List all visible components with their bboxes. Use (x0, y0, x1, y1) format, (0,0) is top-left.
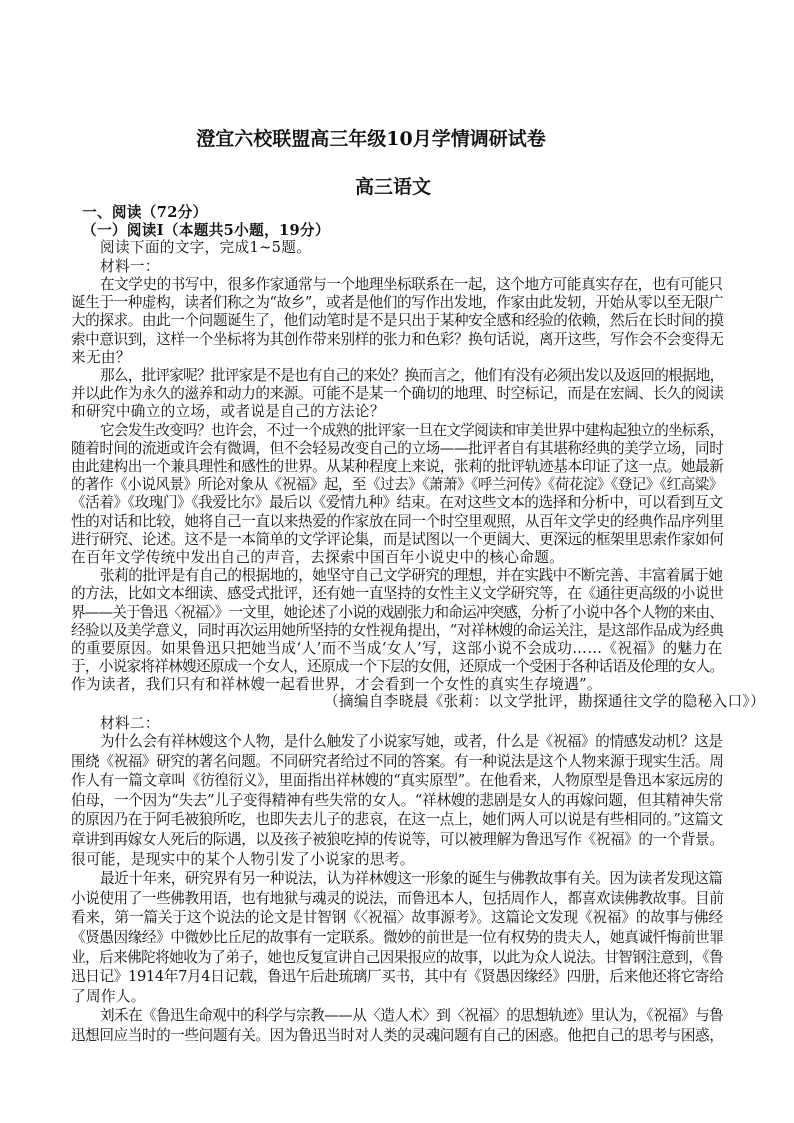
text-line: 围绕《祝福》研究的著名问题。不同研究者给过不同的答案。有一种说法是这个人物来源于现实生活。周 (71, 752, 724, 770)
text-line: 于，小说家将祥林嫂还原成一个女人，还原成一个下层的女佣，还原成一个受困于各种话语及伦理的女人。 (71, 658, 724, 676)
text-line: 由此建构出一个兼具理性和感性的世界。从某种程度上来说，张莉的批评轨迹基本印证了这一点。她最新 (71, 458, 724, 475)
text-line: 诞生于一种虚构，读者们称之为“故乡”，或者是他们的写作出发地，作家由此发轫，开始从零以至无限广 (71, 294, 724, 312)
text-line: 作为读者，我们只有和祥林嫂一起看世界，才会看到一个女性的真实生存境遇”。 (71, 676, 602, 694)
text-line: 很可能，是现实中的某个人物引发了小说家的思考。 (71, 850, 415, 868)
text-line: 索中意识到，这样一个坐标将为其创作带来别样的张力和色彩？换句话说，离开这些，写作会不会变得无 (71, 330, 724, 348)
text-line: 它会发生改变吗？也许会，不过一个成熟的批评家一旦在文学阅读和审美世界中建构起独立的坐标系， (100, 421, 724, 439)
text-line: 刘禾在《鲁迅生命观中的科学与宗教——从〈造人术〉到〈祝福〉的思想轨迹》里认为，《祝福》与鲁 (100, 1007, 724, 1025)
material2-label: 材料二： (100, 715, 160, 732)
text-line: 作人有一篇文章叫《彷徨衍义》，里面指出祥林嫂的“真实原型”。在他看来，人物原型是鲁迅本家远房的 (71, 772, 723, 790)
text-line: 最近十年来，研究界有另一种说法，认为祥林嫂这一形象的诞生与佛教故事有关。因为读者发现这篇 (100, 870, 723, 888)
text-line: 来无由？ (71, 348, 131, 366)
text-line: 的原因乃在于阿毛被狼所吃，也即失去儿子的悲哀，在这一点上，她们两人可以说是有些相同的。”这篇文 (71, 811, 723, 829)
text-line: 《活着》《玫瑰门》《我爱比尔》最后以《爱情九种》结束。在对这些文本的选择和分析中，可以看到互文 (71, 494, 723, 512)
text-line: 那么，批评家呢？批评家是不是也有自己的来处？换而言之，他们有没有必须出发以及返回的根据地， (100, 367, 724, 384)
text-line: 章讲到再嫁女人死后的际遇，以及孩子被狼吃掉的传说等，可以被理解为鲁迅写作《祝福》的一个背景。 (71, 831, 724, 848)
text-line: 在百年文学传统中发出自己的声音，去探索中国百年小说史中的核心命题。 (71, 549, 565, 566)
text-line: 随着时间的流逝或许会有微调，但不会轻易改变自己的立场——批评者自有其堪称经典的美学立场，同时 (71, 439, 724, 457)
text-line: 小说使用了一些佛教用语，也有地狱与魂灵的说法，而鲁迅本人，包括周作人，都喜欢读佛教故事。目前 (71, 889, 724, 907)
text-line: 的方法，比如文本细读、感受式批评，还有她一直坚持的女性主义文学研究等，在《通往更高级的小说世 (71, 585, 724, 603)
text-line: 性的对话和比较，她将自己一直以来热爱的作家放在同一个时空里观照，从百年文学史的经典作品序列里 (71, 512, 724, 530)
text-line: 看来，第一篇关于这个说法的论文是甘智钢《〈祝福〉故事源考》。这篇论文发现《祝福》的故事与佛经 (71, 909, 723, 927)
part-heading-text: （一）阅读Ⅰ（本题共5小题，19分） (82, 222, 330, 239)
text-line: 迅日记》1914年7月4日记载，鲁迅午后赴琉璃厂买书，其中有《贤愚因缘经》四册，后来他还将它寄给 (71, 968, 724, 986)
exam-title: 澄宜六校联盟高三年级10月学情调研试卷 (196, 128, 546, 150)
text-line: 进行研究、论述。这不是一本简单的文学评论集，而是试图以一个更阔大、更深远的框架里思索作家如何 (71, 530, 724, 548)
material1-label: 材料一： (100, 258, 160, 275)
text-line: 界——关于鲁迅〈祝福〉》一文里，她论述了小说的戏剧张力和命运冲突感，分析了小说中各个人物的来由、 (71, 603, 724, 621)
text-line: 的著作《小说风景》所论对象从《祝福》起，至《过去》《萧萧》《呼兰河传》《荷花淀》《登记》《红高粱》 (71, 476, 723, 494)
text-line: 并以此作为永久的滋养和动力的来源。可能不是某一个确切的地理、时空标记，而是在宏阔、长久的阅读 (71, 385, 724, 403)
text-line: 大的探求。由此一个问题诞生了，他们动笔时是不是只出于某种安全感和经验的依赖，然后在长时间的摸 (71, 312, 724, 330)
section-heading: 一、阅读（72分） (82, 204, 208, 221)
text-line: 和研究中确立的立场，或者说是自己的方法论？ (71, 403, 385, 421)
text-line: 为什么会有祥林嫂这个人物，是什么触发了小说家写她，或者，什么是《祝福》的情感发动机？这是 (100, 733, 723, 750)
text-line: 迅想回应当时的一些问题有关。因为鲁迅当时对人类的灵魂问题有自己的困惑。他把自己的思考与困惑， (71, 1027, 724, 1044)
text-line: 的重要原因。如果鲁迅只把她当成‘人’而不当成‘女人’写，这部小说不会成功……《祝福》的魅力在 (71, 640, 723, 657)
text-line: 业，后来佛陀将她收为了弟子，她也反复宣讲自己因果报应的故事，以此为众人说法。甘智钢注意到，《鲁 (71, 948, 724, 966)
material1-source: （摘编自李晓晨《张莉：以文学批评，勘探通往文学的隐秘入口》） (324, 693, 766, 710)
text-line: 了周作人。 (71, 987, 146, 1005)
text-line: 张莉的批评是有自己的根据地的，她坚守自己文学研究的理想，并在实践中不断完善、丰富着属于她 (100, 567, 723, 585)
text-line: 《贤愚因缘经》中微妙比丘尼的故事有一定联系。微妙的前世是一位有权势的贵夫人，她真诚忏悔前世罪 (71, 929, 724, 946)
text-line: 经验以及美学意义，同时再次运用她所坚持的女性视角提出，“对祥林嫂的命运关注，是这部作品成为经典 (71, 621, 724, 639)
instruction-text: 阅读下面的文字，完成1~5题。 (100, 239, 312, 256)
text-line: 伯母，一个因为“失去”儿子变得精神有些失常的女人。“祥林嫂的悲剧是女人的再嫁问题，但其精神失常 (71, 791, 723, 809)
text-line: 在文学史的书写中，很多作家通常与一个地理坐标联系在一起，这个地方可能真实存在，也有可能只 (100, 276, 723, 293)
exam-subject: 高三语文 (354, 176, 431, 198)
